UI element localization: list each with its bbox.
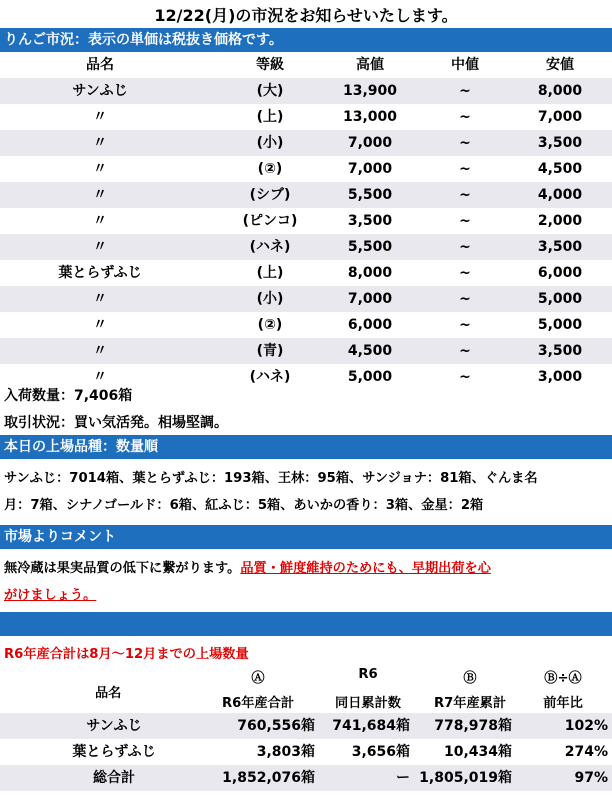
mid-price: ~ — [459, 187, 471, 203]
price-row — [0, 208, 612, 234]
grade: (シブ) — [249, 187, 291, 203]
trade-status: 取引状況：買い気活発。相場堅調。 — [4, 415, 228, 431]
varieties-line-1: サンふじ：7014箱、葉とらずふじ：193箱、王林：95箱、サンジョナ：81箱、ぐんま名 — [4, 471, 538, 486]
item-name: 〃 — [93, 187, 107, 203]
summary-name: サンふじ — [86, 718, 142, 734]
item-name: 〃 — [93, 213, 107, 229]
low-price: 3,000 — [537, 369, 583, 385]
yoy-ratio: 274% — [564, 744, 608, 760]
summary-col-name: 品名 — [95, 686, 122, 701]
grade: (②) — [257, 317, 283, 333]
comment-line-2 — [4, 582, 604, 609]
price-row — [0, 338, 612, 364]
high-price: 7,000 — [347, 161, 393, 177]
grade: (上) — [256, 109, 284, 125]
grade: (小) — [256, 135, 284, 151]
head-top-a: Ⓐ — [251, 671, 265, 686]
high-price: 4,500 — [347, 343, 393, 359]
low-price: 8,000 — [537, 83, 583, 99]
item-name: 〃 — [93, 109, 107, 125]
low-price: 4,500 — [537, 161, 583, 177]
high-price: 6,000 — [347, 317, 393, 333]
high-price: 8,000 — [347, 265, 393, 281]
r7-cumulative: 778,978箱 — [434, 718, 512, 734]
item-name: 葉とらずふじ — [58, 265, 142, 281]
mid-price: ~ — [459, 369, 471, 385]
comment-text: 無冷蔵は果実品質の低下に繋がります。 — [4, 561, 241, 576]
price-row — [0, 260, 612, 286]
col-low: 安値 — [546, 57, 574, 73]
head-top-c: Ⓑ — [463, 671, 477, 686]
high-price: 13,000 — [342, 109, 398, 125]
mid-price: ~ — [459, 135, 471, 151]
grade: (ハネ) — [249, 239, 291, 255]
summary-name: 総合計 — [93, 770, 135, 786]
price-row — [0, 130, 612, 156]
high-price: 7,000 — [347, 291, 393, 307]
listing-varieties-header: 本日の上場品種：数量順 — [0, 435, 612, 459]
summary-name: 葉とらずふじ — [72, 744, 156, 760]
comment-highlight-cont: がけましょう。 — [4, 588, 97, 603]
r7-cumulative: 10,434箱 — [443, 744, 512, 760]
mid-price: ~ — [459, 291, 471, 307]
grade: (青) — [256, 343, 284, 359]
price-row — [0, 78, 612, 104]
price-row — [0, 312, 612, 338]
low-price: 3,500 — [537, 239, 583, 255]
market-comment-header: 市場よりコメント — [0, 525, 612, 549]
price-row — [0, 234, 612, 260]
comment-line-1 — [4, 555, 604, 582]
r6-total: 1,852,076箱 — [222, 770, 315, 786]
summary-row — [0, 713, 612, 739]
yoy-ratio: 97% — [574, 770, 608, 786]
page-title: 12/22(月)の市況をお知らせいたします。 — [154, 6, 458, 25]
high-price: 13,900 — [342, 83, 398, 99]
r7-cumulative: 1,805,019箱 — [419, 770, 512, 786]
head-top-d: Ⓑ÷Ⓐ — [544, 671, 582, 686]
low-price: 5,000 — [537, 291, 583, 307]
high-price: 5,500 — [347, 187, 393, 203]
item-name: 〃 — [93, 369, 107, 385]
item-name: 〃 — [93, 135, 107, 151]
mid-price: ~ — [459, 317, 471, 333]
mid-price: ~ — [459, 265, 471, 281]
summary-row — [0, 765, 612, 791]
item-name: 〃 — [93, 291, 107, 307]
price-table-header — [0, 52, 612, 78]
price-row — [0, 286, 612, 312]
col-name: 品名 — [86, 57, 114, 73]
head-bottom-a: R6年産合計 — [221, 696, 295, 711]
mid-price: ~ — [459, 239, 471, 255]
item-name: サンふじ — [72, 83, 128, 99]
low-price: 3,500 — [537, 135, 583, 151]
item-name: 〃 — [93, 239, 107, 255]
low-price: 3,500 — [537, 343, 583, 359]
low-price: 2,000 — [537, 213, 583, 229]
head-top-b: R6 — [358, 667, 378, 682]
low-price: 6,000 — [537, 265, 583, 281]
mid-price: ~ — [459, 83, 471, 99]
grade: (②) — [257, 161, 283, 177]
high-price: 5,000 — [347, 369, 393, 385]
varieties-line-2: 月：7箱、シナノゴールド：6箱、紅ふじ：5箱、あいかの香り：3箱、金星：2箱 — [4, 498, 484, 513]
head-bottom-b: 同日累計数 — [335, 696, 401, 711]
market-price-header: りんご市況：表示の単価は税抜き価格です。 — [0, 28, 612, 52]
price-row — [0, 182, 612, 208]
item-name: 〃 — [93, 343, 107, 359]
grade: (小) — [256, 291, 284, 307]
price-row — [0, 104, 612, 130]
yearly-summary-title: R6年産合計は8月～12月までの上場数量 — [4, 647, 249, 662]
price-row — [0, 156, 612, 182]
head-bottom-d: 前年比 — [543, 696, 583, 711]
r6-same-day: 741,684箱 — [332, 718, 410, 734]
col-high: 高値 — [356, 57, 384, 73]
grade: (ピンコ) — [242, 213, 298, 229]
low-price: 7,000 — [537, 109, 583, 125]
col-grade: 等級 — [256, 57, 284, 73]
mid-price: ~ — [459, 213, 471, 229]
mid-price: ~ — [459, 109, 471, 125]
mid-price: ~ — [459, 161, 471, 177]
high-price: 7,000 — [347, 135, 393, 151]
r6-same-day: 3,656箱 — [351, 744, 410, 760]
item-name: 〃 — [93, 317, 107, 333]
blank-divider-bar — [0, 612, 612, 636]
summary-row — [0, 739, 612, 765]
comment-highlight: 品質・鮮度維持のためにも、早期出荷を心 — [240, 561, 491, 576]
grade: (ハネ) — [249, 369, 291, 385]
mid-price: ~ — [459, 343, 471, 359]
r6-total: 3,803箱 — [256, 744, 315, 760]
arrival-quantity: 入荷数量：7,406箱 — [4, 388, 133, 404]
head-bottom-c: R7年産累計 — [433, 696, 507, 711]
col-mid: 中値 — [451, 57, 479, 73]
yoy-ratio: 102% — [564, 718, 608, 734]
grade: (上) — [256, 265, 284, 281]
grade: (大) — [256, 83, 284, 99]
low-price: 5,000 — [537, 317, 583, 333]
low-price: 4,000 — [537, 187, 583, 203]
high-price: 3,500 — [347, 213, 393, 229]
high-price: 5,500 — [347, 239, 393, 255]
r6-same-day: ー — [396, 770, 410, 786]
item-name: 〃 — [93, 161, 107, 177]
r6-total: 760,556箱 — [237, 718, 315, 734]
